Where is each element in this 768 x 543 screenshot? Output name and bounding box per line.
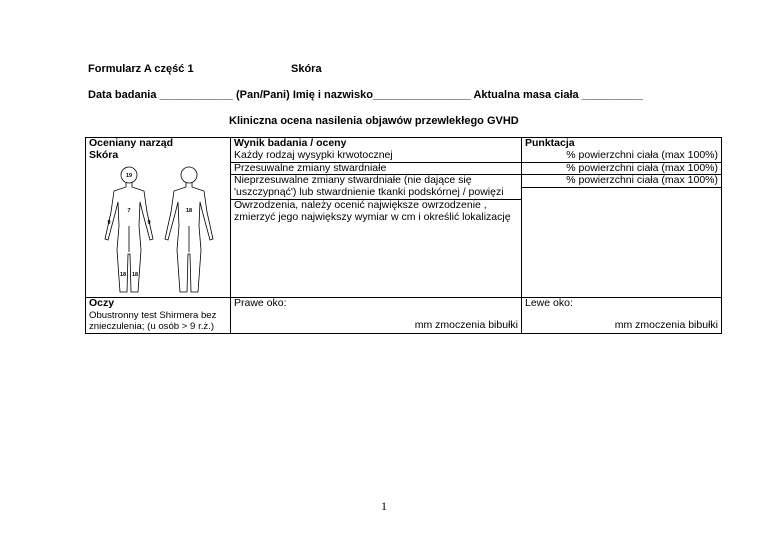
skin-row [86, 150, 722, 298]
body-back-icon [165, 167, 213, 292]
body-label: 18 [185, 207, 193, 214]
eyes-row [86, 297, 722, 333]
left-eye-cell [522, 297, 722, 333]
body-front-icon [105, 167, 153, 292]
skin-results-cell [231, 150, 522, 298]
header-result: Wynik badania / oceny [231, 138, 522, 150]
skin-organ-label: Skóra [89, 148, 119, 161]
right-eye-label: Prawe oko: [234, 296, 287, 309]
left-eye-unit: mm zmoczenia bibułki [614, 319, 718, 331]
assessment-table [85, 137, 722, 334]
eyes-organ-cell [86, 297, 231, 333]
skin-score-2: % powierzchni ciała (max 100%) [522, 162, 721, 175]
skin-organ-cell [86, 150, 231, 298]
skin-item-1: Każdy rodzaj wysypki krwotocznej [234, 148, 393, 161]
eyes-organ-label: Oczy [89, 296, 115, 309]
skin-item-3: Nieprzesuwalne zmiany stwardniałe (nie dające się 'uszczypnąć') lub stwardnienie tkanki podskórnej / powięzi [231, 174, 521, 199]
body-label: 19 [125, 172, 133, 179]
header-score: Punktacja [522, 138, 722, 150]
page-number: 1 [381, 499, 387, 513]
section-title: Skóra [291, 63, 322, 75]
right-eye-cell [231, 297, 522, 333]
right-eye-unit: mm zmoczenia bibułki [414, 319, 518, 331]
body-diagram-icon [96, 164, 222, 296]
table-header-row [86, 138, 722, 150]
body-label: 18 [131, 271, 139, 278]
body-label: 18 [119, 271, 127, 278]
eyes-test-desc-1: Obustronny test Shirmera bez [89, 309, 217, 321]
skin-item-2: Przesuwalne zmiany stwardniałe [231, 162, 521, 175]
left-eye-label: Lewe oko: [525, 296, 573, 309]
body-label: 7 [127, 207, 131, 214]
skin-score-1: % powierzchni ciała (max 100%) [566, 148, 718, 161]
patient-info-line: Data badania ____________ (Pan/Pani) Imię i nazwisko________________ Aktualna masa ciała __________ [88, 89, 643, 101]
body-label: 9 [147, 219, 151, 226]
eyes-test-desc-2: znieczulenia; (u osób > 9 r.ż.) [89, 320, 215, 332]
form-subtitle: Kliniczna ocena nasilenia objawów przewlekłego GVHD [229, 115, 519, 127]
form-title: Formularz A część 1 [88, 63, 194, 75]
body-label: 9 [107, 219, 111, 226]
skin-score-3: % powierzchni ciała (max 100%) [522, 174, 721, 187]
header-organ: Oceniany narząd [86, 138, 231, 150]
skin-item-4: Owrzodzenia, należy ocenić największe owrzodzenie , zmierzyć jego największy wymiar w cm i określić lokalizację [231, 199, 521, 224]
skin-score-4 [522, 187, 721, 212]
skin-score-cell [522, 150, 722, 298]
